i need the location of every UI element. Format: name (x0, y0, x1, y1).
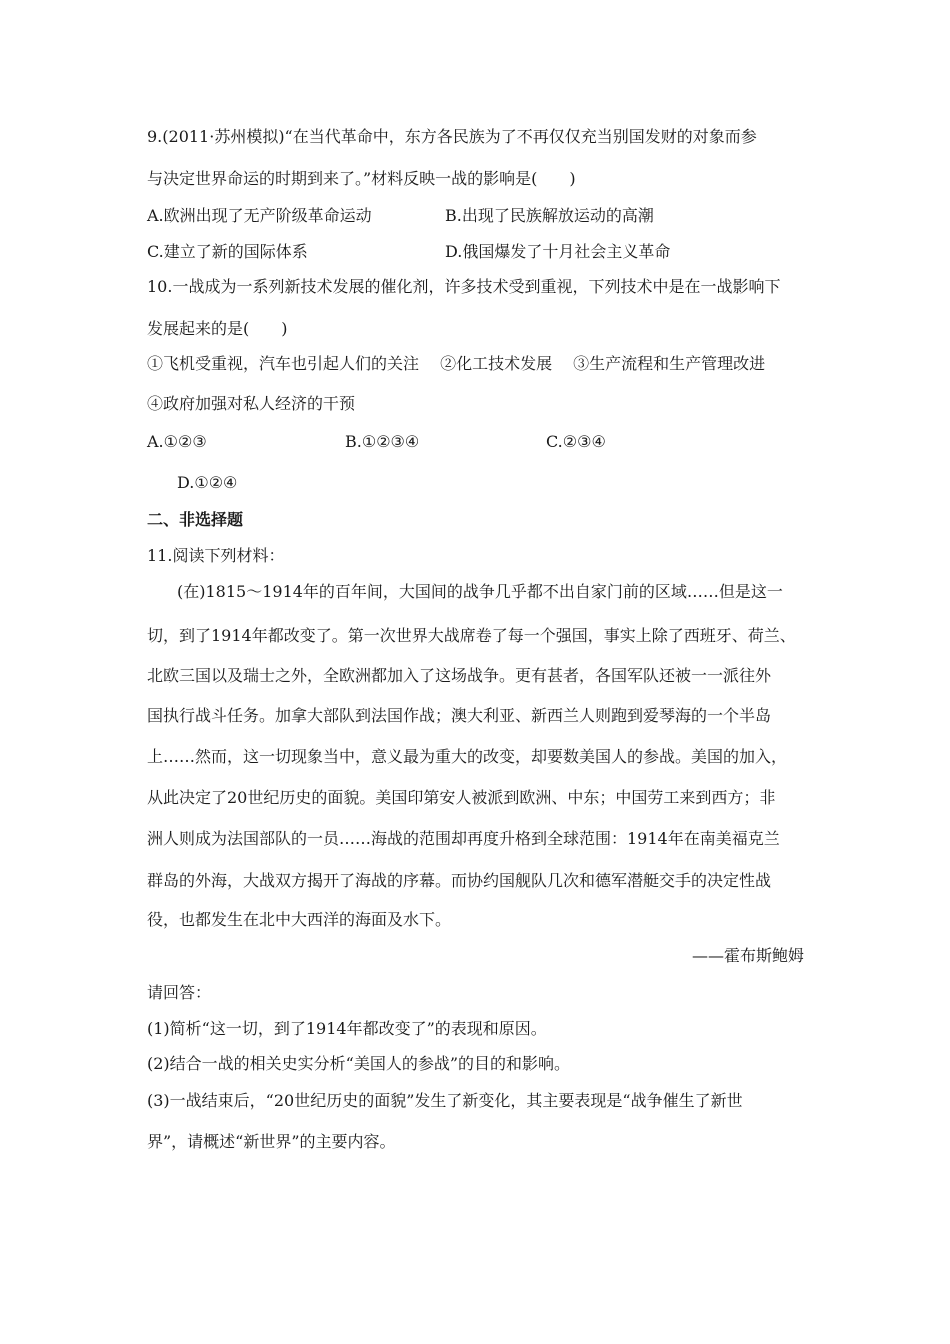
q10-option-b: B.①②③④ (345, 432, 420, 451)
q11-source-attribution: ——霍布斯鲍姆 (691, 946, 804, 965)
q11-subquestion-1: (1)简析“这一切，到了1914年都改变了”的表现和原因。 (147, 1019, 547, 1038)
q9-stem-line2: 与决定世界命运的时期到来了。”材料反映一战的影响是( ) (147, 169, 576, 188)
q11-passage-line: 上……然而，这一切现象当中，意义最为重大的改变，却要数美国人的参战。美国的加入， (147, 747, 788, 766)
q10-option-c: C.②③④ (546, 432, 606, 451)
q10-stem-line1: 10.一战成为一系列新技术发展的催化剂，许多技术受到重视，下列技术中是在一战影响下 (147, 277, 781, 296)
q11-passage-line: 洲人则成为法国部队的一员……海战的范围却再度升格到全球范围：1914年在南美福克兰 (147, 829, 780, 848)
q11-prompt: 请回答： (147, 983, 212, 1002)
q9-option-a: A.欧洲出现了无产阶级革命运动 (147, 206, 372, 225)
q9-option-b: B.出现了民族解放运动的高潮 (445, 206, 654, 225)
q11-passage-line: 切，到了1914年都改变了。第一次世界大战席卷了每一个强国，事实上除了西班牙、荷兰、 (147, 626, 796, 645)
q11-intro: 11.阅读下列材料： (147, 546, 285, 565)
q11-subquestion-3-line2: 界”，请概述“新世界”的主要内容。 (147, 1132, 396, 1151)
q10-items-line1: ①飞机受重视，汽车也引起人们的关注 ②化工技术发展 ③生产流程和生产管理改进 (147, 354, 766, 373)
q10-items-line2: ④政府加强对私人经济的干预 (147, 394, 356, 413)
q11-subquestion-3-line1: (3)一战结束后，“20世纪历史的面貌”发生了新变化，其主要表现是“战争催生了新世 (147, 1091, 743, 1110)
q9-option-c: C.建立了新的国际体系 (147, 242, 308, 261)
q10-option-d: D.①②④ (177, 473, 238, 492)
q11-passage-line: 从此决定了20世纪历史的面貌。美国印第安人被派到欧洲、中东；中国劳工来到西方；非 (147, 788, 776, 807)
q11-passage-line: 群岛的外海，大战双方揭开了海战的序幕。而协约国舰队几次和德军潜艇交手的决定性战 (147, 871, 772, 890)
section-heading: 二、非选择题 (147, 510, 244, 529)
q9-option-d: D.俄国爆发了十月社会主义革命 (445, 242, 671, 261)
q9-stem-line1: 9.(2011·苏州模拟)“在当代革命中，东方各民族为了不再仅仅充当别国发财的对象而参 (147, 127, 757, 146)
q10-option-a: A.①②③ (147, 432, 207, 451)
q11-passage-line: 役，也都发生在北中大西洋的海面及水下。 (147, 910, 452, 929)
q11-passage-line: 北欧三国以及瑞士之外，全欧洲都加入了这场战争。更有甚者，各国军队还被一一派往外 (147, 666, 772, 685)
q11-subquestion-2: (2)结合一战的相关史实分析“美国人的参战”的目的和影响。 (147, 1054, 571, 1073)
q11-passage-line: (在)1815～1914年的百年间，大国间的战争几乎都不出自家门前的区域……但是这一 (177, 582, 783, 601)
q11-passage-line: 国执行战斗任务。加拿大部队到法国作战；澳大利亚、新西兰人则跑到爱琴海的一个半岛 (147, 706, 772, 725)
q10-stem-line2: 发展起来的是( ) (147, 319, 288, 338)
